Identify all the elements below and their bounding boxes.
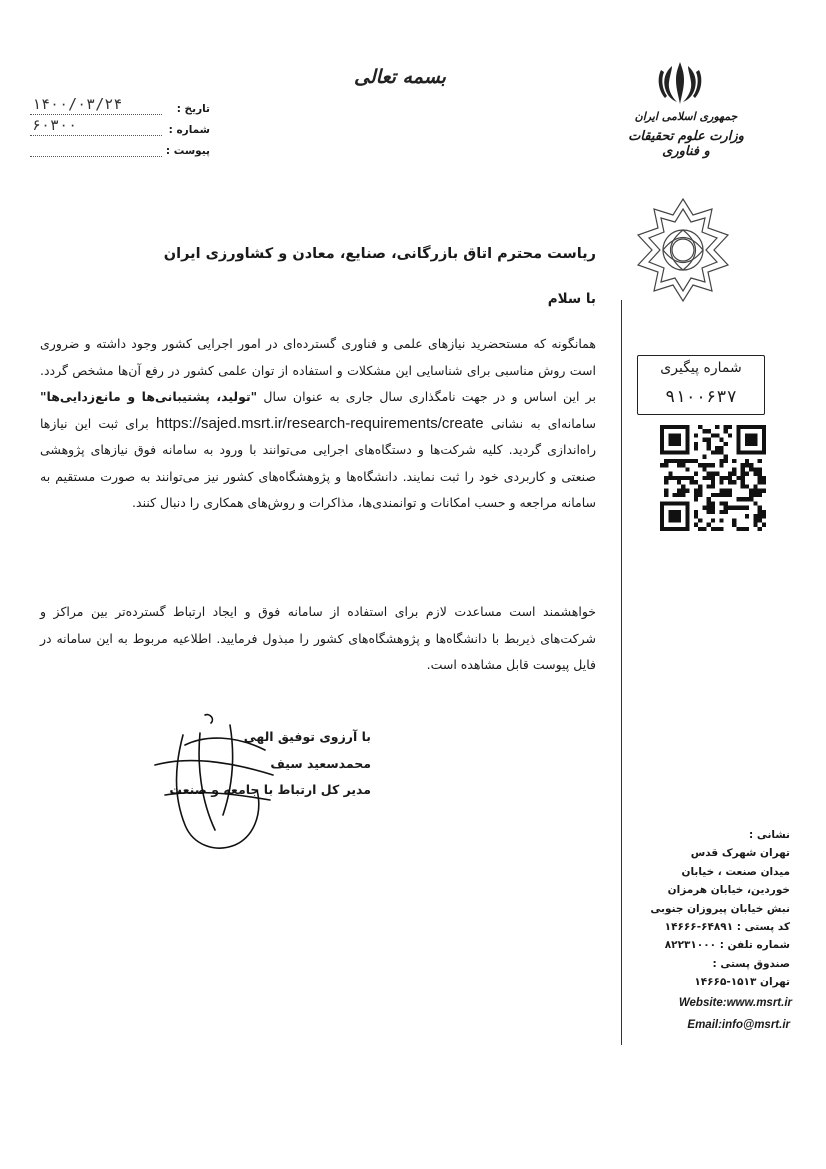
address-line-2: میدان صنعت ، خیابان	[681, 865, 790, 878]
qr-code	[660, 425, 766, 531]
tracking-label: شماره پیگیری	[660, 360, 742, 376]
address-line-4: نبش خیابان پیروزان جنوبی	[650, 902, 790, 915]
date-label: تاریخ :	[176, 103, 210, 115]
address-block	[650, 826, 790, 1036]
greeting: با سلام	[547, 291, 596, 307]
po-box-label: صندوق پستی :	[712, 957, 790, 970]
phone-number: شماره تلفن : ۸۲۲۳۱۰۰۰	[664, 939, 790, 952]
letter-meta	[30, 94, 210, 157]
body-paragraph-2: خواهشمند است مساعدت لازم برای استفاده از سامانه فوق و ایجاد ارتباط گسترده‌تر بین مراکز و شرکت‌های ذیربط با دانشگاه‌ها و پژوهشگاه‌های کشور را مبذول فرمایید. اطلاعیه مربوط به این سامانه در فایل پیوست قابل مشاهده است.	[40, 604, 596, 672]
po-box: تهران ۱۵۱۳-۱۴۶۶۵	[694, 976, 790, 989]
email-link[interactable]: Email:info@msrt.ir	[687, 1018, 790, 1031]
tracking-number: ۹۱۰۰۶۳۷	[665, 387, 737, 407]
recipient: ریاست محترم اتاق بازرگانی، صنایع، معادن و کشاورزی ایران	[163, 246, 596, 262]
p1-part2: سامانه‌ای به نشانی	[483, 415, 596, 431]
website-link[interactable]: Website:www.msrt.ir	[678, 996, 792, 1009]
date-value: ۱۴۰۰/۰۳/۲۴	[30, 95, 162, 115]
address-line-3: خوردین، خیابان هرمزان	[667, 884, 790, 897]
number-row	[30, 115, 210, 136]
bismillah-heading: بسمه تعالی	[354, 66, 446, 88]
ministry-line-2: وزارت علوم تحقیقات و فناوری	[628, 129, 744, 159]
attachment-value	[30, 137, 162, 157]
number-label: شماره :	[168, 124, 210, 136]
closing: با آرزوی توفیق الهی	[243, 729, 371, 744]
signer-title: مدیر کل ارتباط با جامعه و صنعت	[169, 782, 371, 797]
ornament-icon	[628, 195, 738, 305]
ministry-line-1: جمهوری اسلامی ایران	[634, 110, 738, 123]
iran-emblem-icon	[655, 58, 705, 108]
tracking-box	[637, 355, 765, 415]
address-label: نشانی :	[749, 829, 790, 841]
address-line-1: تهران شهرک قدس	[690, 847, 790, 860]
attachment-row	[30, 136, 210, 157]
signer-name: محمدسعید سیف	[270, 755, 371, 771]
number-value: ۶۰۳۰۰	[30, 116, 162, 136]
postal-code: کد پستی : ۶۴۸۹۱-۱۴۶۶۶	[664, 921, 790, 934]
attachment-label: پیوست :	[165, 145, 210, 157]
p1-part1: همانگونه که مستحضرید نیازهای علمی و فناوری گسترده‌ای در امور اجرایی کشور وجود داشته و ضروری است روش مناسبی برای شناسایی این مشکلات و استفاده از توان علمی کشور در رفع آن‌ها مشخص گردد. بر این اساس و در جهت نامگذاری سال جاری به عنوان سال	[40, 336, 596, 404]
p1-quote: "تولید، پشتیبانی‌ها و مانع‌زدایی‌ها"	[40, 389, 258, 404]
date-row	[30, 94, 210, 115]
body-paragraph-1	[40, 331, 596, 517]
system-url-link[interactable]: https://sajed.msrt.ir/research-requirements/create	[155, 414, 484, 432]
margin-divider	[621, 300, 622, 1045]
ministry-name	[626, 110, 746, 159]
handwritten-signature	[145, 705, 275, 865]
p1-part3: برای ثبت این نیازها راه‌اندازی گردید. کلیه شرکت‌ها و دستگاه‌های اجرایی می‌توانند با ورود به سامانه فوق نیازهای پژوهشی صنعتی و کاربردی خود را ثبت نمایند. دانشگاه‌ها و پژوهشگاه‌های کشور نیز می‌توانند به صورت مستقیم به سامانه مراجعه و حسب امکانات و توانمندی‌ها، مذاکرات و روش‌های همکاری را دنبال کنند.	[40, 415, 596, 510]
